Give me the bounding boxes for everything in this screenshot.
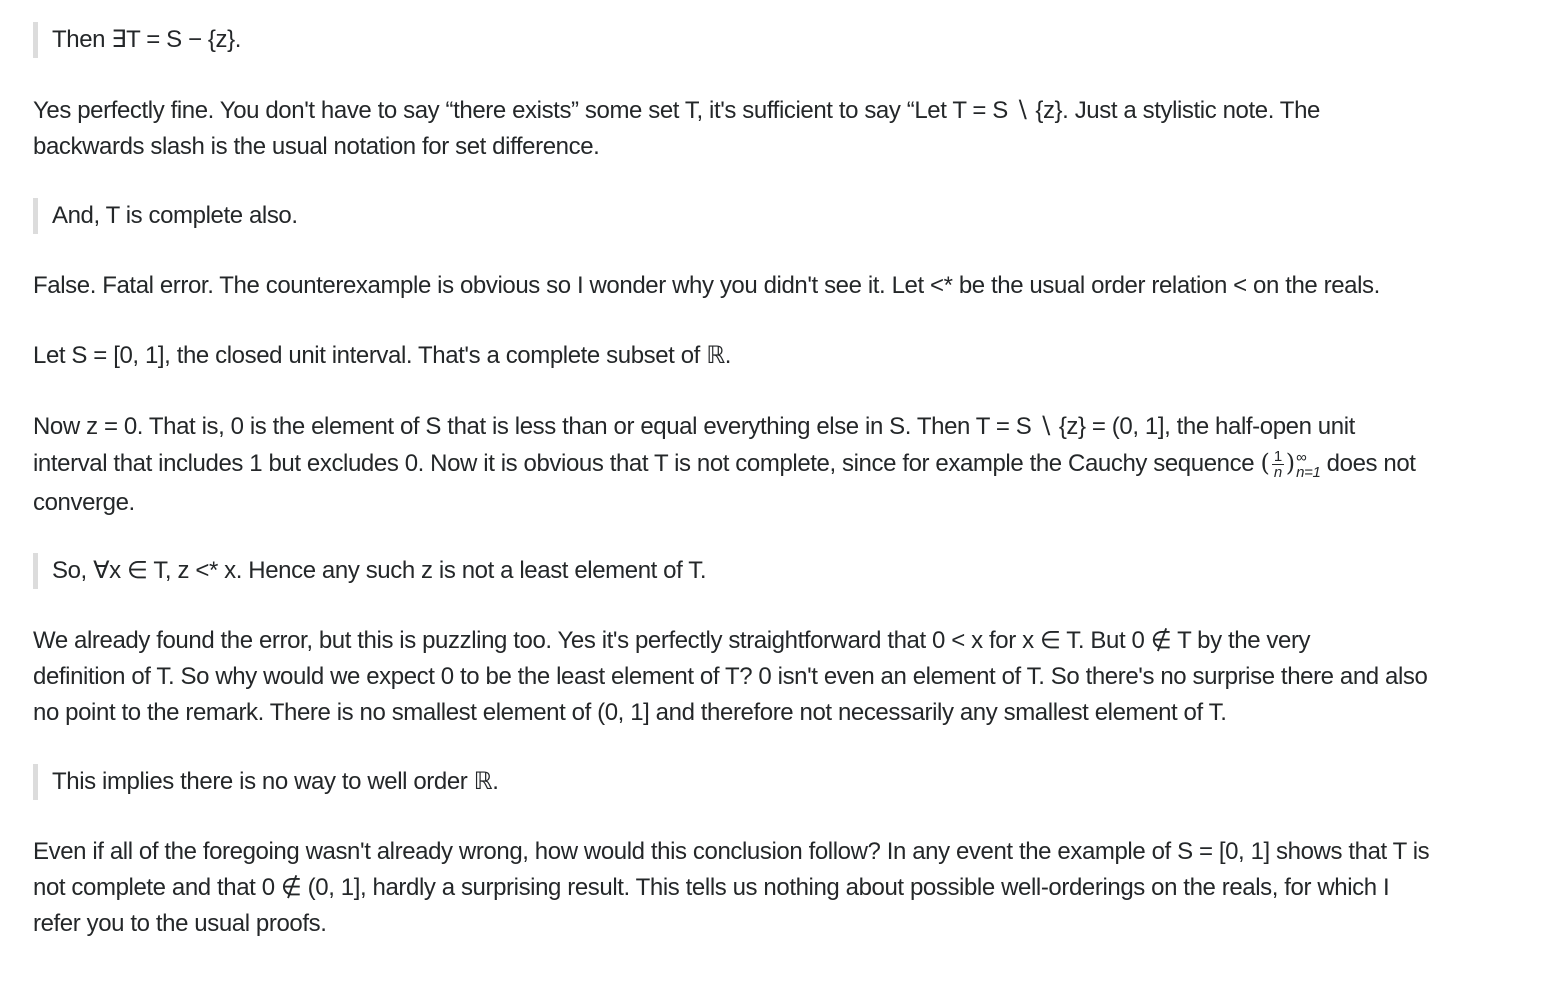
sequence-open-paren: ( (1260, 449, 1270, 477)
text-line: Now z = 0. That is, 0 is the element of S that is less than or equal everything else in S. Then T = S ∖ {z} = (0, 1], the half-open unit (33, 413, 1355, 440)
quote-text: Then ∃T = S − {z}. (52, 26, 241, 53)
text-line: We already found the error, but this is puzzling too. Yes it's perfectly straightforward that 0 < x for x ∈ T. But 0 ∉ T by the very (33, 627, 1311, 654)
paragraph-3 (33, 338, 1533, 374)
fraction (1272, 449, 1284, 480)
paragraph-6 (33, 834, 1533, 942)
text-line: not complete and that 0 ∉ (0, 1], hardly a surprising result. This tells us nothing about possible well-orderings on the reals, for which I (33, 874, 1390, 901)
text-line: Let S = [0, 1], the closed unit interval. That's a complete subset of ℝ. (33, 342, 732, 369)
text-line: no point to the remark. There is no smallest element of (0, 1] and therefore not necessarily any smallest element of T. (33, 699, 1227, 726)
quote-text: This implies there is no way to well order ℝ. (52, 768, 499, 795)
fraction-numerator: 1 (1273, 448, 1282, 466)
text-line: converge. (33, 489, 135, 516)
blockquote-1 (33, 22, 241, 58)
blockquote-2 (33, 198, 298, 234)
text-line: Even if all of the foregoing wasn't already wrong, how would this conclusion follow? In any event the example of S = [0, 1] shows that T is (33, 838, 1430, 865)
text-line: Yes perfectly fine. You don't have to say “there exists” some set T, it's sufficient to say “Let T = S ∖ {z}. Just a stylistic note. The (33, 97, 1320, 124)
text-line: backwards slash is the usual notation for set difference. (33, 133, 600, 160)
line-end-text: does not (1326, 450, 1416, 477)
paragraph-2 (33, 268, 1533, 304)
fraction-denominator: n (1273, 464, 1282, 482)
quote-text: So, ∀x ∈ T, z <* x. Hence any such z is not a least element of T. (52, 557, 707, 584)
paragraph-4 (33, 409, 1533, 521)
text-line: False. Fatal error. The counterexample is obvious so I wonder why you didn't see it. Let <* be the usual order relation < on the reals. (33, 272, 1380, 299)
blockquote-3 (33, 553, 706, 589)
paragraph-5 (33, 623, 1533, 731)
quote-text: And, T is complete also. (52, 202, 298, 229)
text-line: definition of T. So why would we expect 0 to be the least element of T? 0 isn't even an element of T. So there's no surprise there and also (33, 663, 1428, 690)
superscript: ∞ (1296, 448, 1307, 466)
line-text: interval that includes 1 but excludes 0. Now it is obvious that T is not complete, since for example the Cauchy sequence (33, 450, 1255, 477)
paragraph-1 (33, 93, 1533, 165)
sequence-bounds (1296, 450, 1320, 480)
text-line-with-math (33, 445, 1533, 482)
blockquote-4 (33, 764, 499, 800)
subscript: n=1 (1296, 463, 1321, 481)
text-line: refer you to the usual proofs. (33, 910, 327, 937)
sequence-close-paren: ) (1285, 449, 1296, 477)
